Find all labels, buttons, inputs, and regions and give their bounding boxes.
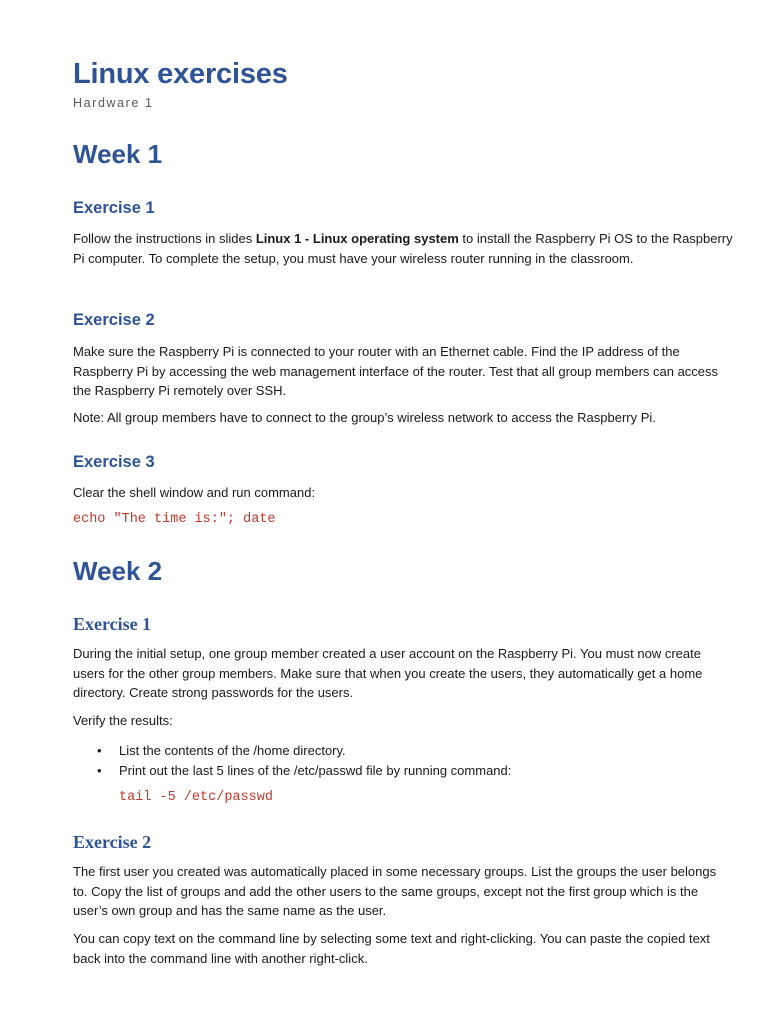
list-item — [73, 761, 511, 781]
week1-exercise2-para1: Make sure the Raspberry Pi is connected to your router with an Ethernet cable. Find the IP address of the Raspberry Pi by accessing the web management interface of the router. Test that all group members can access the Raspberry Pi remotely over SSH. — [73, 344, 719, 398]
week1-exercise3-text: Clear the shell window and run command: — [73, 485, 316, 500]
week1-exercise3-code: echo "The time is:"; date — [73, 512, 276, 527]
document-title: Linux exercises — [73, 58, 288, 90]
bullet-icon: • — [97, 763, 102, 778]
list-item-text: Print out the last 5 lines of the /etc/passwd file by running command: — [119, 763, 512, 778]
week2-exercise1-code: tail -5 /etc/passwd — [119, 790, 273, 805]
week2-exercise2-para1: The first user you created was automatically placed in some necessary groups. List the groups the user belongs to. Copy the list of groups and add the other users to the same groups, except not the first group which is the user’s own group and has the same name as the user. — [73, 864, 717, 918]
list-item — [73, 741, 511, 761]
week2-exercise1-verify: Verify the results: — [73, 713, 173, 728]
week2-exercise2-heading: Exercise 2 — [73, 832, 152, 852]
week1-exercise1-text-part1: Follow the instructions in slides — [73, 231, 256, 246]
week1-heading: Week 1 — [73, 139, 163, 169]
week1-exercise2-note: Note: All group members have to connect to the group’s wireless network to access the Raspberry Pi. — [73, 410, 656, 425]
week1-exercise1-heading: Exercise 1 — [73, 199, 155, 217]
week1-exercise3-heading: Exercise 3 — [73, 453, 155, 471]
week2-exercise1-heading: Exercise 1 — [73, 614, 152, 634]
week1-exercise2-heading: Exercise 2 — [73, 311, 155, 329]
document-subtitle: Hardware 1 — [73, 96, 154, 110]
week1-exercise1-text — [73, 229, 733, 268]
week1-exercise1-text-part2: to install the Raspberry Pi OS to the Raspberry Pi computer. To complete the setup, you must have your wireless router running in the classroom. — [73, 231, 733, 266]
week2-exercise1-para1: During the initial setup, one group member created a user account on the Raspberry Pi. You must now create users for the other group members. Make sure that when you create the users, they automatically get a home directory. Create strong passwords for the users. — [73, 646, 703, 700]
bullet-icon: • — [97, 743, 102, 758]
week2-heading: Week 2 — [73, 556, 163, 586]
week2-exercise2-para2: You can copy text on the command line by selecting some text and right-clicking. You can paste the copied text back into the command line with another right-click. — [73, 931, 710, 966]
week2-exercise1-bullet-list — [73, 741, 511, 781]
week1-exercise1-slides-name: Linux 1 - Linux operating system — [255, 231, 459, 246]
list-item-text: List the contents of the /home directory. — [119, 743, 346, 758]
